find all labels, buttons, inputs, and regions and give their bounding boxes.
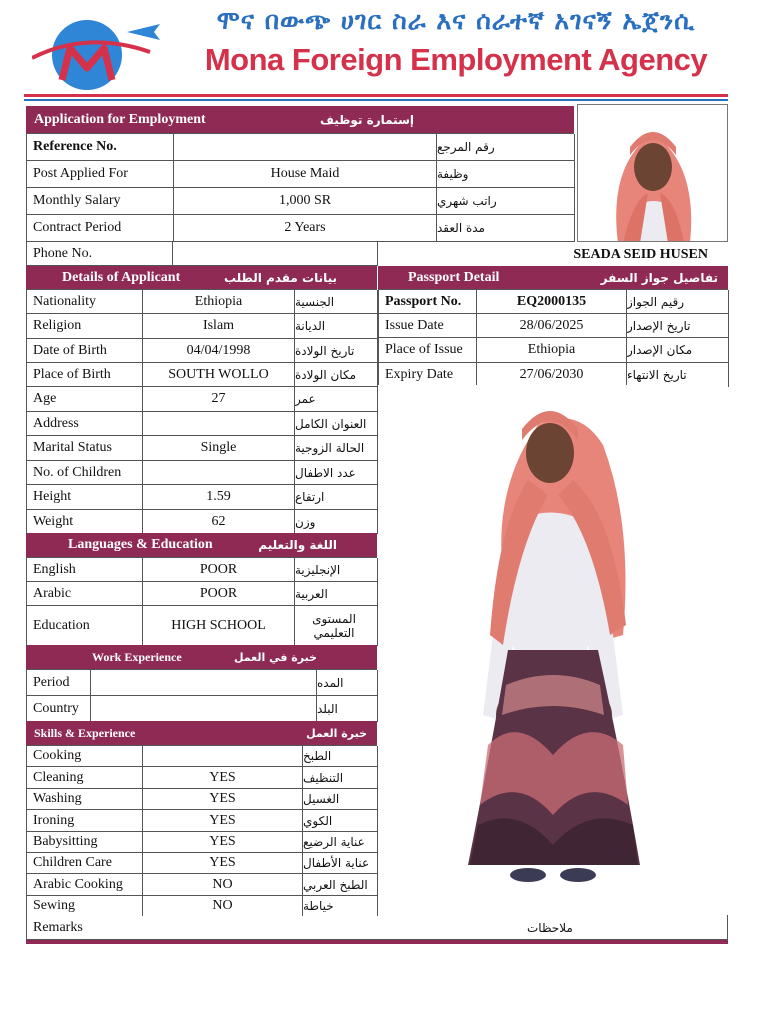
passport-no-label-ar: رقيم الجواز <box>627 290 729 314</box>
skill-cleaning-label-ar: التنظيف <box>303 767 378 789</box>
issue-place-value: Ethiopia <box>477 338 627 363</box>
weight-value: 62 <box>143 510 295 534</box>
phone-label: Phone No. <box>26 242 173 266</box>
reference-label: Reference No. <box>27 134 174 161</box>
post-label: Post Applied For <box>27 161 174 188</box>
height-label: Height <box>27 485 143 510</box>
remarks-label-ar: ملاحظات <box>527 920 573 935</box>
arabic-value: POOR <box>143 582 295 606</box>
expiry-date-label-ar: تاريخ الانتهاء <box>627 363 729 387</box>
languages-table <box>26 557 377 645</box>
education-label-ar: المستوى التعليمي <box>295 606 378 646</box>
salary-value: 1,000 SR <box>174 188 437 215</box>
skill-ironing-value: YES <box>143 810 303 832</box>
skill-arabic-cooking-value: NO <box>143 874 303 896</box>
nationality-label-ar: الجنسية <box>295 290 378 314</box>
skill-ironing-label-ar: الكوي <box>303 810 378 832</box>
skill-washing-label-ar: الغسيل <box>303 789 378 810</box>
work-table <box>26 669 377 721</box>
contract-label: Contract Period <box>27 215 174 242</box>
height-value: 1.59 <box>143 485 295 510</box>
address-label: Address <box>27 412 143 436</box>
address-value <box>143 412 295 436</box>
issue-date-label-ar: تاريخ الإصدار <box>627 314 729 338</box>
dob-label-ar: تاريخ الولادة <box>295 339 378 363</box>
religion-value: Islam <box>143 314 295 339</box>
skills-title-bar <box>26 721 377 745</box>
agency-name: Mona Foreign Employment Agency <box>204 42 708 77</box>
skills-title: Skills & Experience <box>34 725 136 740</box>
salary-label-ar: راتب شهري <box>437 188 575 215</box>
post-label-ar: وظيفة <box>437 161 575 188</box>
issue-place-label-ar: مكان الإصدار <box>627 338 729 363</box>
nationality-label: Nationality <box>27 290 143 314</box>
address-label-ar: العنوان الكامل <box>295 412 378 436</box>
agency-name-amharic: ሞና በውጭ ሀገር ስራ እና ሰራተኛ አገናኝ ኤጀንሲ <box>216 6 696 35</box>
application-table <box>26 133 574 242</box>
details-title: Details of Applicant <box>62 269 181 285</box>
weight-label-ar: وزن <box>295 510 378 534</box>
skill-cooking-value <box>143 746 303 767</box>
country-label: Country <box>27 696 91 722</box>
skill-cleaning-label: Cleaning <box>27 767 143 789</box>
application-title: Application for Employment <box>34 111 206 127</box>
passport-no-label: Passport No. <box>379 290 477 314</box>
skill-cooking-label-ar: الطبخ <box>303 746 378 767</box>
expiry-date-value: 27/06/2030 <box>477 363 627 387</box>
arabic-label: Arabic <box>27 582 143 606</box>
issue-date-label: Issue Date <box>379 314 477 338</box>
applicant-photo-full <box>378 385 728 915</box>
age-label-ar: عمر <box>295 387 378 412</box>
details-title-ar: بيانات مقدم الطلب <box>223 270 337 285</box>
skill-babysitting-label-ar: عناية الرضيع <box>303 832 378 853</box>
weight-label: Weight <box>27 510 143 534</box>
applicant-name: SEADA SEID HUSEN <box>573 247 708 262</box>
children-label: No. of Children <box>27 461 143 485</box>
marital-label-ar: الحالة الزوجية <box>295 436 378 461</box>
dob-value: 04/04/1998 <box>143 339 295 363</box>
religion-label: Religion <box>27 314 143 339</box>
skill-cleaning-value: YES <box>143 767 303 789</box>
salary-label: Monthly Salary <box>27 188 174 215</box>
period-value <box>91 670 317 696</box>
period-label-ar: المده <box>317 670 378 696</box>
skill-childcare-value: YES <box>143 853 303 874</box>
skill-washing-label: Washing <box>27 789 143 810</box>
skill-sewing-label-ar: خياطة <box>303 896 378 917</box>
skill-sewing-label: Sewing <box>27 896 143 917</box>
passport-title-bar <box>378 266 728 289</box>
header-rule-blue <box>24 99 728 101</box>
marital-label: Marital Status <box>27 436 143 461</box>
country-label-ar: البلد <box>317 696 378 722</box>
details-table <box>26 289 377 533</box>
marital-value: Single <box>143 436 295 461</box>
country-value <box>91 696 317 722</box>
issue-date-value: 28/06/2025 <box>477 314 627 338</box>
nationality-value: Ethiopia <box>143 290 295 314</box>
skill-childcare-label: Children Care <box>27 853 143 874</box>
period-label: Period <box>27 670 91 696</box>
skill-washing-value: YES <box>143 789 303 810</box>
english-label-ar: الإنجليزية <box>295 558 378 582</box>
skills-title-ar: خبرة العمل <box>306 726 367 740</box>
children-label-ar: عدد الاطفال <box>295 461 378 485</box>
details-title-bar <box>26 266 377 289</box>
english-value: POOR <box>143 558 295 582</box>
expiry-date-label: Expiry Date <box>379 363 477 387</box>
work-title-bar <box>26 645 377 669</box>
english-label: English <box>27 558 143 582</box>
phone-value <box>173 242 378 266</box>
skill-cooking-label: Cooking <box>27 746 143 767</box>
work-title: Work Experience <box>92 649 182 664</box>
issue-place-label: Place of Issue <box>379 338 477 363</box>
footer-rule <box>26 940 728 944</box>
skill-arabic-cooking-label-ar: الطبخ العربي <box>303 874 378 896</box>
skill-childcare-label-ar: عناية الأطفال <box>303 853 378 874</box>
skill-arabic-cooking-label: Arabic Cooking <box>27 874 143 896</box>
languages-title: Languages & Education <box>68 537 213 552</box>
arabic-label-ar: العربية <box>295 582 378 606</box>
skill-babysitting-label: Babysitting <box>27 832 143 853</box>
age-label: Age <box>27 387 143 412</box>
passport-title-ar: تفاصيل جواز السفر <box>600 270 718 285</box>
languages-title-bar <box>26 533 377 557</box>
skill-babysitting-value: YES <box>143 832 303 853</box>
contract-value: 2 Years <box>174 215 437 242</box>
header-rule-red <box>24 94 728 97</box>
height-label-ar: ارتفاع <box>295 485 378 510</box>
passport-no-value: EQ2000135 <box>477 290 627 314</box>
agency-logo <box>32 10 162 92</box>
pob-label-ar: مكان الولادة <box>295 363 378 387</box>
contract-label-ar: مدة العقد <box>437 215 575 242</box>
pob-label: Place of Birth <box>27 363 143 387</box>
dob-label: Date of Birth <box>27 339 143 363</box>
age-value: 27 <box>143 387 295 412</box>
skill-sewing-value: NO <box>143 896 303 917</box>
languages-title-ar: اللغة والتعليم <box>258 538 337 552</box>
post-value: House Maid <box>174 161 437 188</box>
remarks-label: Remarks <box>33 919 83 935</box>
remarks-row <box>26 916 728 940</box>
education-value: HIGH SCHOOL <box>143 606 295 646</box>
application-title-ar: إستمارة توظيف <box>319 112 414 127</box>
education-label: Education <box>27 606 143 646</box>
skills-table <box>26 745 377 916</box>
religion-label-ar: الديانة <box>295 314 378 339</box>
applicant-photo-small <box>577 104 728 242</box>
application-title-bar <box>26 106 574 133</box>
passport-table <box>378 289 728 386</box>
skill-ironing-label: Ironing <box>27 810 143 832</box>
reference-label-ar: رقم المرجع <box>437 134 575 161</box>
children-value <box>143 461 295 485</box>
work-title-ar: خبرة في العمل <box>233 650 317 664</box>
passport-title: Passport Detail <box>408 269 500 285</box>
pob-value: SOUTH WOLLO <box>143 363 295 387</box>
agency-header <box>0 0 767 100</box>
reference-value <box>174 134 437 161</box>
